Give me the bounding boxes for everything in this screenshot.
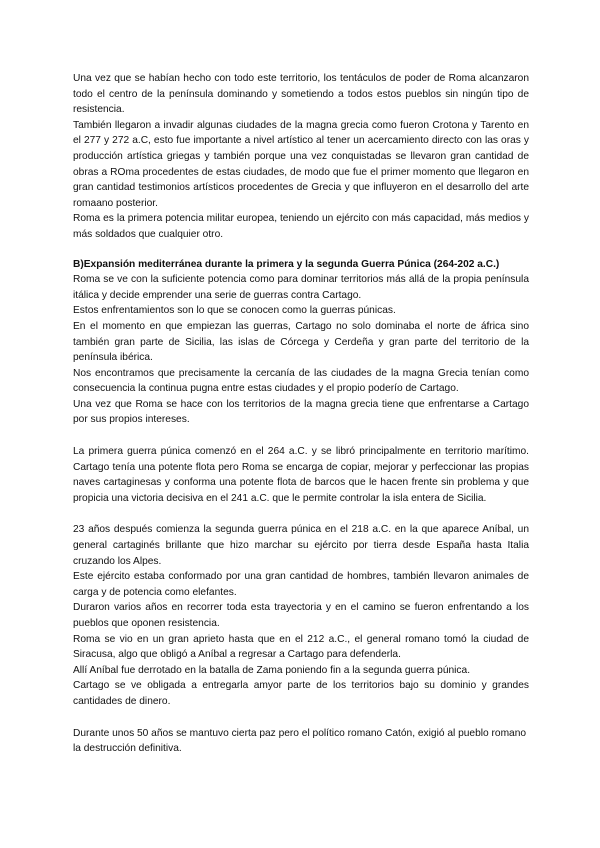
spacer (73, 506, 529, 522)
spacer (73, 710, 529, 726)
spacer (73, 428, 529, 444)
paragraph: Durante unos 50 años se mantuvo cierta paz pero el político romano Catón, exigió al pueblo romano la destrucción definitiva. (73, 727, 527, 755)
paragraph: Una vez que Roma se hace con los territorios de la magna grecia tiene que enfrentarse a Cartago por sus propios intereses. (73, 398, 529, 426)
paragraph: Roma se vio en un gran aprieto hasta que en el 212 a.C., el general romano tomó la ciudad de Siracusa, algo que obligó a Aníbal a regresar a Cartago para defenderla. (73, 633, 529, 661)
paragraph: Duraron varios años en recorrer toda esta trayectoria y en el camino se fueron enfrentando a los pueblos que oponen resistencia. (73, 602, 529, 629)
paragraph: Roma se ve con la suficiente potencia como para dominar territorios más allá de la propia península itálica y decide emprender una serie de guerras contra Cartago. (73, 274, 529, 301)
document-body (73, 71, 529, 757)
paragraph: La primera guerra púnica comenzó en el 264 a.C. y se libró principalmente en territorio marítimo. Cartago tenía una potente flota pero Roma se encarga de copiar, mejorar y perfeccionar las propias naves cartaginesas y conforma una potente flota de barcos que le hacen frente sin problema y que propicia una victoria decisiva en el 241 a.C. que le permite controlar la isla entera de Sicilia. (73, 446, 529, 504)
paragraph: Roma es la primera potencia militar europea, teniendo un ejército con más capacidad, más medios y más soldados que cualquier otro. (73, 213, 529, 240)
paragraph: Una vez que se habían hecho con todo este territorio, los tentáculos de poder de Roma alcanzaron todo el centro de la península dominando y sometiendo a todos estos pueblos sin ningún tipo de resistencia. (73, 73, 529, 116)
spacer (73, 243, 529, 257)
paragraph: 23 años después comienza la segunda guerra púnica en el 218 a.C. en la que aparece Aníbal, un general cartaginés brillante que hizo marchar su ejército por tierra desde España hasta Italia cruzando los Alpes. (73, 524, 529, 567)
paragraph: Estos enfrentamientos son lo que se conocen como la guerras púnicas. (73, 305, 396, 317)
paragraph: En el momento en que empiezan las guerras, Cartago no solo dominaba el norte de áfrica sino también gran parte de Sicilia, las islas de Córcega y Cerdeña y gran parte del territorio de la península ibérica. (73, 320, 529, 364)
paragraph: Nos encontramos que precisamente la cercanía de las ciudades de la magna Grecia tenían como consecuencia la continua pugna entre estas ciudades y el propio poderío de Cartago. (73, 367, 529, 395)
paragraph: Allí Aníbal fue derrotado en la batalla de Zama poniendo fin a la segunda guerra púnica. (73, 664, 471, 676)
paragraph: Cartago se ve obligada a entregarla amyor parte de los territorios bajo su dominio y grandes cantidades de dinero. (73, 680, 529, 707)
paragraph: Este ejército estaba conformado por una gran cantidad de hombres, también llevaron animales de carga y de potencia como elefantes. (73, 571, 529, 598)
paragraph: También llegaron a invadir algunas ciudades de la magna grecia como fueron Crotona y Tarento en el 277 y 272 a.C, esto fue importante a nivel artístico al tener un acercamiento directo con las oras y producción artística griegas y también porque una vez conquistadas se llevaron gran cantidad de obras a ROma procedentes de estas ciudades, de modo que fue el primer momento que llegaron en gran cantidad testimonios artísticos procedentes de Grecia y que influyeron en el desarrollo del arte romaano posterior. (73, 119, 529, 209)
section-heading: B)Expansión mediterránea durante la primera y la segunda Guerra Púnica (264-202 a.C.) (73, 258, 500, 270)
